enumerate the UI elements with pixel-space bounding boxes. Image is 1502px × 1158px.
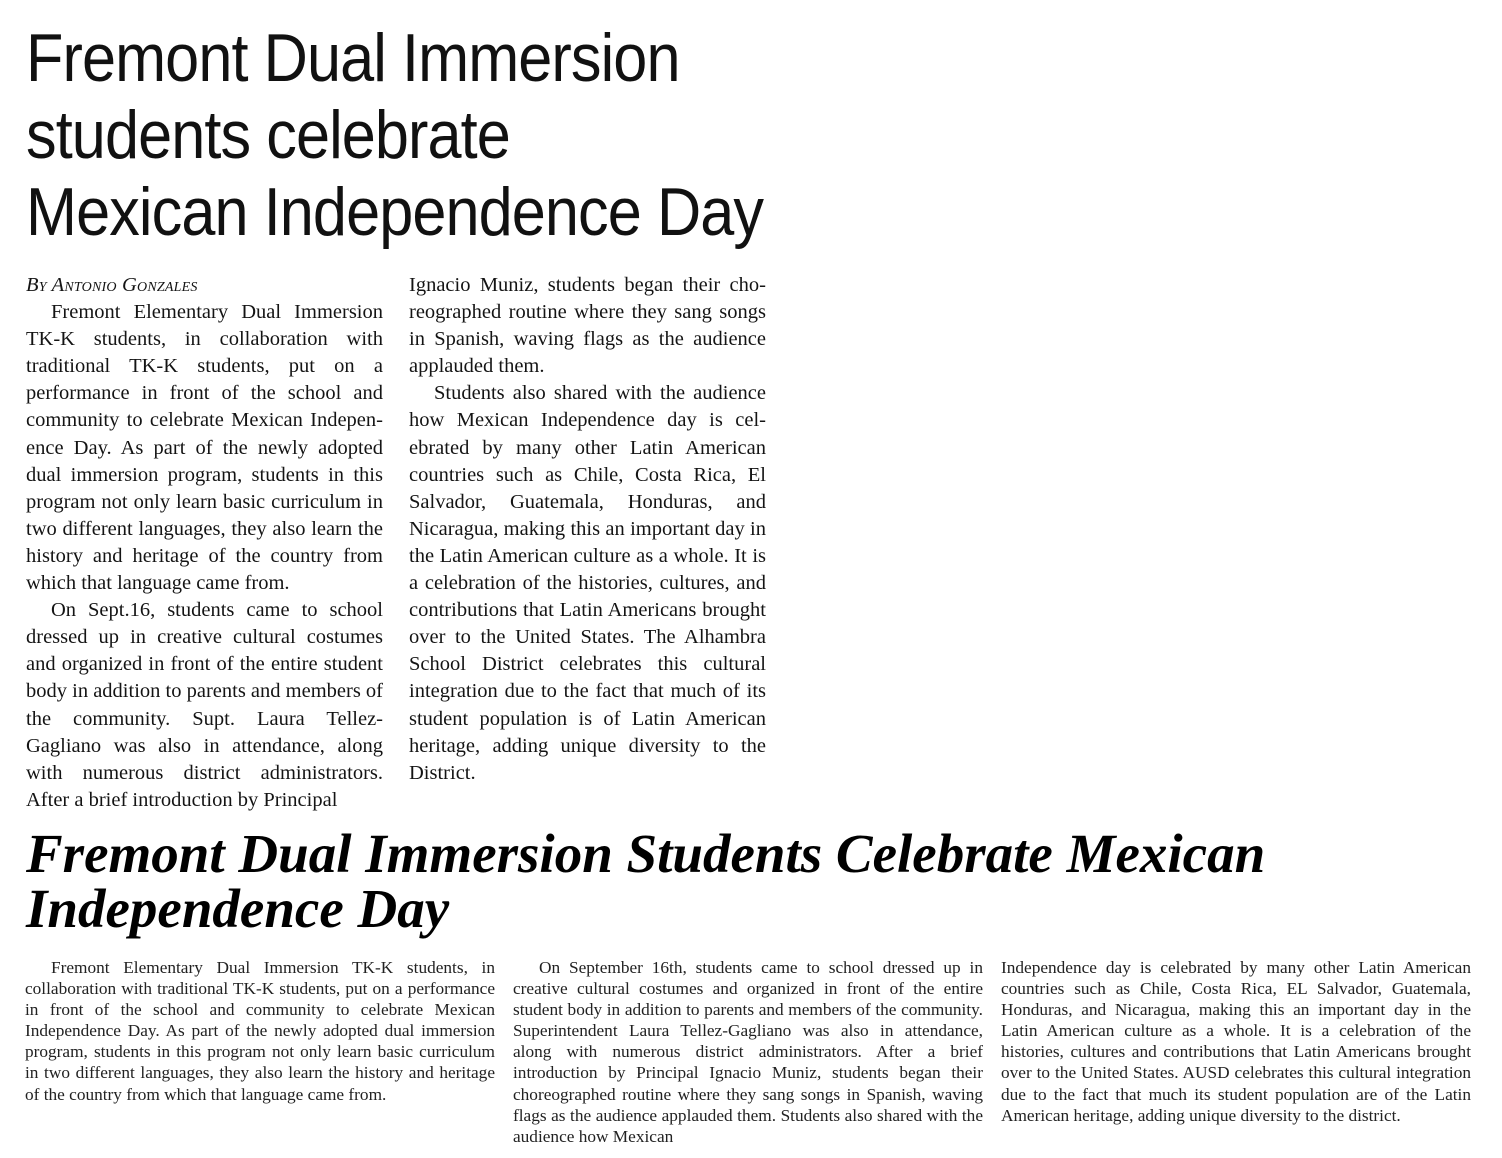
transcript-column-1 <box>25 957 495 1105</box>
clipping-paragraph: Fremont Elementary Dual Immersion TK-K students, in collaboration with traditional TK-K students, put on a performance in front of the school and community to celebrate Mexican Indepenence Day. As part of the newly adopted dual immersion program, students in this program not only learn basic curriculum in two different languages, they also learn the history and heritage of the country from which that language came from. <box>26 301 383 595</box>
clipping-paragraph: Ignacio Muniz, students began their choreographed routine where they sang songs in Spanish, waving flags as the audience applauded them. <box>409 274 766 378</box>
clipping-column-right <box>409 272 766 787</box>
clipping-headline-line: students celebrate <box>26 97 510 173</box>
transcript-column-2 <box>513 957 983 1147</box>
clipping-headline <box>26 20 764 251</box>
clipping-headline-line: Mexican Independence Day <box>26 174 764 250</box>
clipping-headline-line: Fremont Dual Immersion <box>26 20 680 96</box>
clipping-paragraph: Students also shared with the audience how Mexican Independence day is celebrated by many other Latin American countries such as Chile, Costa Rica, El Salvador, Guatemala, Honduras, and Nicaragua, making this an important day in the Latin American culture as a whole. It is a celebration of the histories, cultures, and contributions that Latin Americans brought over to the United States. The Alhambra School District celebrates this cultural integration due to the fact that much of its student population is of Latin American heritage, adding unique diversity to the District. <box>409 382 766 784</box>
transcript-paragraph: On September 16th, students came to school dressed up in creative cultural costumes and organized in front of the entire student body in addition to parents and members of the community. Superintendent Laura Tellez-Gagliano was also in attendance, along with numerous district administrators. After a brief introduction by Principal Ignacio Muniz, students began their choreographed routine where they sang songs in Spanish, waving flags as the audience applauded them. Students also shared with the audience how Mexican <box>513 958 983 1146</box>
transcript-paragraph: Fremont Elementary Dual Immersion TK-K students, in collaboration with traditional TK-K students, put on a performance in front of the school and community to celebrate Mexican Independence Day. As part of the newly adopted dual immersion program, students in this program not only learn basic curriculum in two different languages, they also learn the history and heritage of the country from which that language came from. <box>25 958 495 1104</box>
clipping-paragraph: On Sept.16, students came to school dressed up in creative cultural costumes and organized in front of the entire student body in addition to parents and members of the community. Supt. Laura Tellez-Gagliano was also in attendance, along with numerous district administrators. After a brief introduction by Principal <box>26 599 383 811</box>
newspaper-clipping <box>0 0 790 820</box>
transcript-headline: Fremont Dual Immersion Students Celebrate Mexican Independence Day <box>26 823 1266 939</box>
transcript-paragraph: Independence day is celebrated by many other Latin American countries such as Chile, Costa Rica, EL Salvador, Guatemala, Honduras, and Nicaragua, making this an important day in the Latin American culture as a whole. It is a celebration of the histories, cultures and contributions that Latin Americans brought over to the United States. AUSD celebrates this cultural integration due to the fact that much its student population are of the Latin American heritage, adding unique diversity to the district. <box>1001 958 1471 1125</box>
clipping-column-left <box>26 272 383 814</box>
transcript-column-3 <box>1001 957 1471 1126</box>
byline: By Antonio Gonzales <box>26 274 198 296</box>
